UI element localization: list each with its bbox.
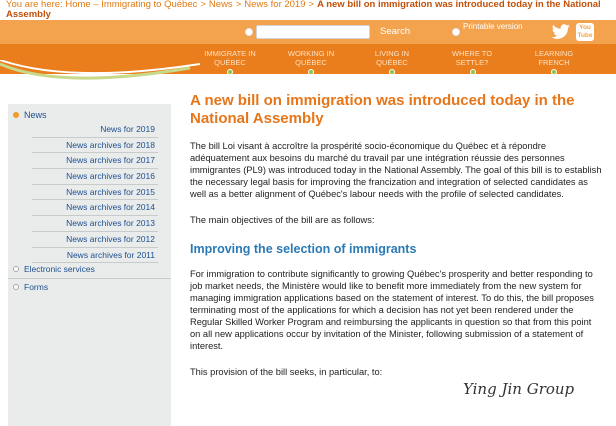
twitter-icon[interactable] (551, 24, 571, 40)
nav-dot-icon (470, 69, 476, 75)
breadcrumb-news-link[interactable]: News (208, 0, 233, 10)
sidebar-item-electronic-services[interactable]: Electronic services (24, 264, 95, 274)
nav-dot-icon (308, 69, 314, 75)
nav-living[interactable]: LIVING IN QUÉBEC (374, 49, 410, 67)
sidebar-item-archive-2012[interactable]: News archives for 2012 (32, 232, 158, 248)
printable-radio[interactable] (452, 28, 460, 36)
bullet-icon (13, 284, 19, 290)
main-content (190, 92, 604, 378)
section-heading: Improving the selection of immigrants (190, 242, 417, 256)
sidebar-item-news-2019[interactable]: News for 2019 (32, 122, 158, 138)
sidebar-item-archive-2018[interactable]: News archives for 2018 (32, 138, 158, 154)
nav-working[interactable]: WORKING IN QUÉBEC (287, 49, 335, 67)
breadcrumb-prefix: You are here: (6, 0, 63, 10)
bullet-icon (13, 112, 19, 118)
search-radio[interactable] (245, 28, 253, 36)
sidebar-item-archive-2014[interactable]: News archives for 2014 (32, 200, 158, 216)
intro-paragraph: The bill Loi visant à accroître la prospérité socio-économique du Québec et à répondre adéquatement aux besoins du marché du travail par une intégration réussie des personnes immigrantes (PL9) was introduced today in the National Assembly. The goal of this bill is to establish the necessary legal basis for improving the francization and integration of selected candidates as well as a better alignment of Québec's labour needs with the profile of selected candidates. (190, 141, 602, 199)
nav-dot-icon (389, 69, 395, 75)
breadcrumb-current: A new bill on immigration was introduced today in the National Assembly (6, 0, 601, 20)
nav-immigrate[interactable]: IMMIGRATE IN QUÉBEC (204, 49, 256, 67)
page-title: A new bill on immigration was introduced today in the National Assembly (190, 92, 575, 127)
sidebar-item-archive-2017[interactable]: News archives for 2017 (32, 153, 158, 169)
objectives-paragraph: The main objectives of the bill are as follows: (190, 215, 375, 225)
sidebar-item-forms[interactable]: Forms (24, 282, 49, 292)
top-utility-bar (0, 20, 616, 44)
news-sublist (32, 122, 158, 263)
provision-paragraph: This provision of the bill seeks, in particular, to: (190, 367, 383, 377)
search-button[interactable]: Search (380, 26, 411, 37)
nav-dot-icon (551, 69, 557, 75)
breadcrumb-news-2019-link[interactable]: News for 2019 (244, 0, 306, 10)
sidebar-item-archive-2011[interactable]: News archives for 2011 (32, 248, 158, 264)
sidebar-item-archive-2015[interactable]: News archives for 2015 (32, 185, 158, 201)
sidebar-item-news[interactable]: News (24, 110, 47, 120)
youtube-icon[interactable]: You Tube (577, 24, 593, 39)
nav-where-to-settle[interactable]: WHERE TO SETTLE? (451, 49, 493, 67)
decorative-swoosh (0, 60, 200, 88)
bullet-icon (13, 266, 19, 272)
sidebar-divider (8, 278, 171, 279)
selection-paragraph: For immigration to contribute significantly to growing Québec's prosperity and better responding to job market needs, the Ministère would like to benefit more immediately from the new system for managing immigration applications based on the statement of interest. To do this, the bill proposes terminating most of the applications for which a decision has not yet been rendered under the Regular Skilled Worker Program and reimbursing the applicants in question so that from this point on all new applications occur by invitation of the Minister, following submission of a statement of interest. (190, 269, 594, 351)
printable-version-link[interactable]: Printable version (463, 22, 523, 31)
nav-learning-french[interactable]: LEARNING FRENCH (534, 49, 574, 67)
search-input[interactable] (256, 25, 370, 39)
breadcrumb-home-link[interactable]: Home – Immigrating to Québec (65, 0, 198, 10)
nav-dot-icon (227, 69, 233, 75)
sidebar-item-archive-2016[interactable]: News archives for 2016 (32, 169, 158, 185)
sidebar-item-archive-2013[interactable]: News archives for 2013 (32, 216, 158, 232)
watermark: Ying Jin Group (463, 380, 575, 398)
sidebar (8, 104, 171, 426)
breadcrumb: You are here: Home – Immigrating to Québec > News > News for 2019 > A new bill on immigration was introduced today in the National Assembly (6, 0, 601, 20)
